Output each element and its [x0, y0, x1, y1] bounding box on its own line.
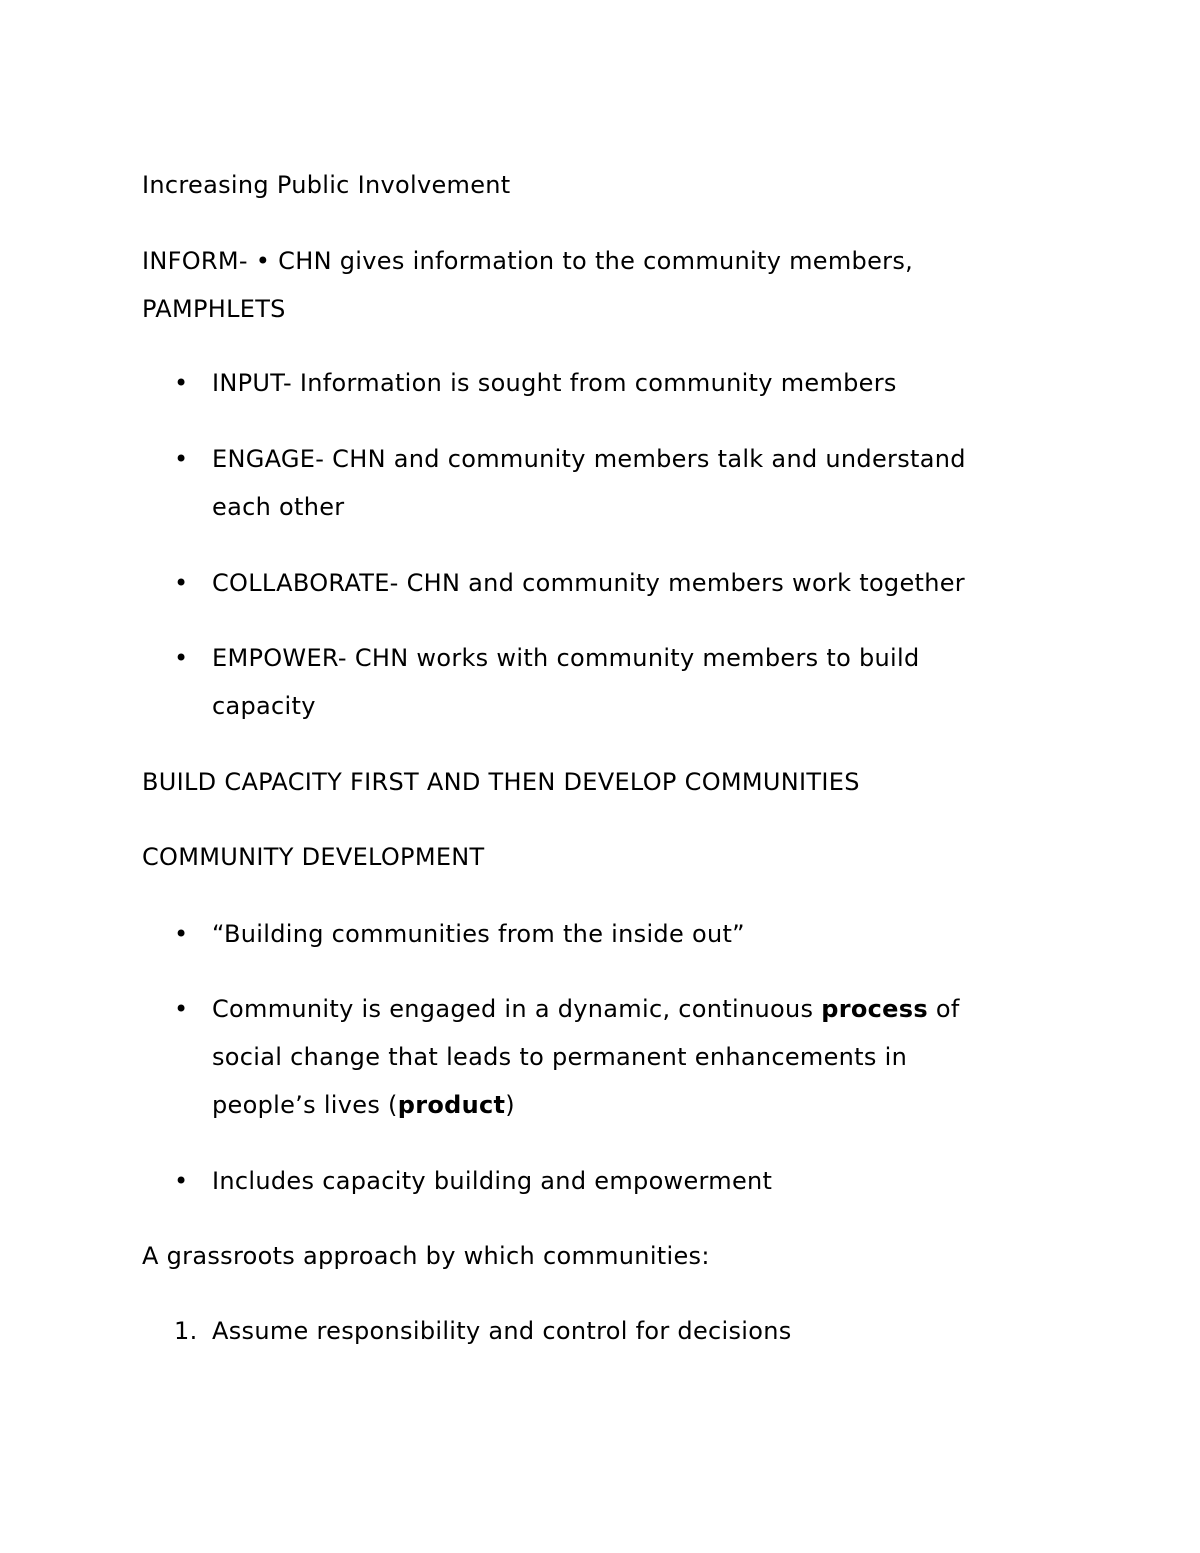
list-item-input: INPUT- Information is sought from community members	[212, 369, 897, 397]
inform-line: INFORM- • CHN gives information to the community members,	[142, 247, 914, 275]
bold-process: process	[821, 995, 928, 1023]
list-item-includes: Includes capacity building and empowerment	[212, 1167, 773, 1195]
list-item-empower-continued: capacity	[212, 692, 316, 720]
bullet-icon: •	[174, 1167, 189, 1195]
bullet-icon: •	[174, 920, 189, 948]
list-item-quote: “Building communities from the inside out”	[212, 920, 745, 948]
build-capacity-heading: BUILD CAPACITY FIRST AND THEN DEVELOP COMMUNITIES	[142, 768, 860, 796]
list-item-process-line3	[212, 1081, 515, 1129]
text: of	[927, 995, 960, 1023]
text: )	[505, 1091, 515, 1119]
community-development-heading: COMMUNITY DEVELOPMENT	[142, 843, 485, 871]
list-item-collaborate: COLLABORATE- CHN and community members work together	[212, 569, 965, 597]
bullet-icon: •	[174, 569, 189, 597]
list-item-empower: EMPOWER- CHN works with community members to build	[212, 644, 920, 672]
bullet-icon: •	[174, 995, 189, 1023]
bullet-icon: •	[174, 644, 189, 672]
page-title: Increasing Public Involvement	[142, 171, 511, 199]
list-item-process	[212, 985, 960, 1033]
text: people’s lives (	[212, 1091, 398, 1119]
list-item-engage: ENGAGE- CHN and community members talk and understand	[212, 445, 966, 473]
list-number: 1.	[174, 1317, 198, 1345]
grassroots-intro: A grassroots approach by which communities:	[142, 1242, 710, 1270]
bullet-icon: •	[174, 369, 189, 397]
text: Community is engaged in a dynamic, continuous	[212, 995, 822, 1023]
bullet-icon: •	[174, 445, 189, 473]
numbered-item: Assume responsibility and control for decisions	[212, 1317, 792, 1345]
bold-product: product	[397, 1091, 506, 1119]
list-item-process-line2: social change that leads to permanent enhancements in	[212, 1043, 908, 1071]
inform-line-continued: PAMPHLETS	[142, 295, 286, 323]
list-item-engage-continued: each other	[212, 493, 345, 521]
